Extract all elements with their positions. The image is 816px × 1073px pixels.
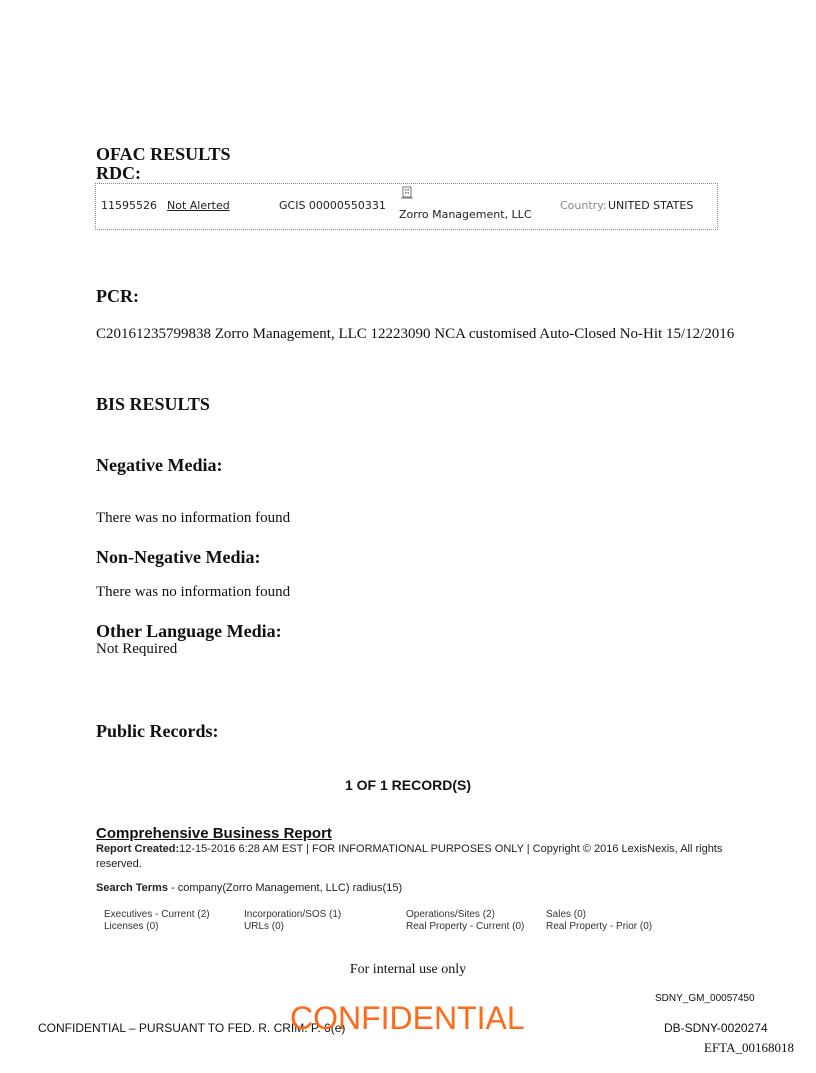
section-link-incorporation[interactable]: Incorporation/SOS (1) (244, 909, 342, 920)
records-count: 1 OF 1 RECORD(S) (344, 777, 471, 793)
negative-media-heading: Negative Media: (96, 455, 223, 475)
efta-id: EFTA_00168018 (704, 1040, 794, 1055)
section-link-real-property-prior[interactable]: Real Property - Prior (0) (546, 921, 653, 932)
other-language-media-heading: Other Language Media: (96, 621, 282, 641)
report-title-link[interactable]: Comprehensive Business Report (96, 825, 332, 842)
report-created-label: Report Created: (96, 843, 180, 855)
entity-name: Zorro Management, LLC (399, 208, 532, 221)
rdc-heading: RDC: (96, 163, 141, 183)
section-link-licenses[interactable]: Licenses (0) (104, 921, 159, 932)
pcr-text: C20161235799838 Zorro Management, LLC 12223090 NCA customised Auto-Closed No-Hit 15/12/2016 (96, 326, 735, 342)
other-language-media-text: Not Required (96, 641, 178, 657)
ofac-results-heading: OFAC RESULTS (96, 144, 231, 164)
non-negative-media-heading: Non-Negative Media: (96, 547, 261, 567)
negative-media-text: There was no information found (96, 510, 291, 526)
rdc-record-row (95, 183, 718, 230)
section-link-executives[interactable]: Executives - Current (2) (104, 909, 210, 920)
bis-results-heading: BIS RESULTS (96, 394, 210, 414)
public-records-heading: Public Records: (96, 721, 219, 741)
gcis-number: GCIS 00000550331 (279, 199, 386, 212)
country-value: UNITED STATES (608, 199, 694, 212)
alert-status-link[interactable]: Not Alerted (167, 199, 230, 212)
pcr-heading: PCR: (96, 286, 139, 306)
section-link-sales[interactable]: Sales (0) (546, 909, 587, 920)
section-link-real-property-current[interactable]: Real Property - Current (0) (406, 921, 525, 932)
rdc-record-id: 11595526 (101, 199, 157, 212)
db-bates-id: DB-SDNY-0020274 (664, 1021, 768, 1035)
search-terms-text: - company(Zorro Management, LLC) radius(15) (167, 882, 403, 894)
building-icon (401, 186, 413, 199)
internal-use-notice: For internal use only (349, 962, 467, 977)
section-link-operations[interactable]: Operations/Sites (2) (406, 909, 495, 920)
section-link-urls[interactable]: URLs (0) (244, 921, 285, 932)
confidential-notice: CONFIDENTIAL – PURSUANT TO FED. R. CRIM. P. 6(e) (38, 1021, 346, 1035)
confidential-stamp: CONFIDENTIAL (290, 1000, 525, 1036)
report-created-text: 12-15-2016 6:28 AM EST | FOR INFORMATIONAL PURPOSES ONLY | Copyright © 2016 LexisNexis, All rights reserved. (96, 843, 723, 870)
search-terms (96, 882, 402, 894)
search-terms-label: Search Terms (96, 882, 168, 894)
non-negative-media-text: There was no information found (96, 584, 291, 600)
sdny-bates-id: SDNY_GM_00057450 (655, 993, 755, 1004)
report-created (96, 842, 726, 872)
country-label: Country: (560, 199, 607, 212)
